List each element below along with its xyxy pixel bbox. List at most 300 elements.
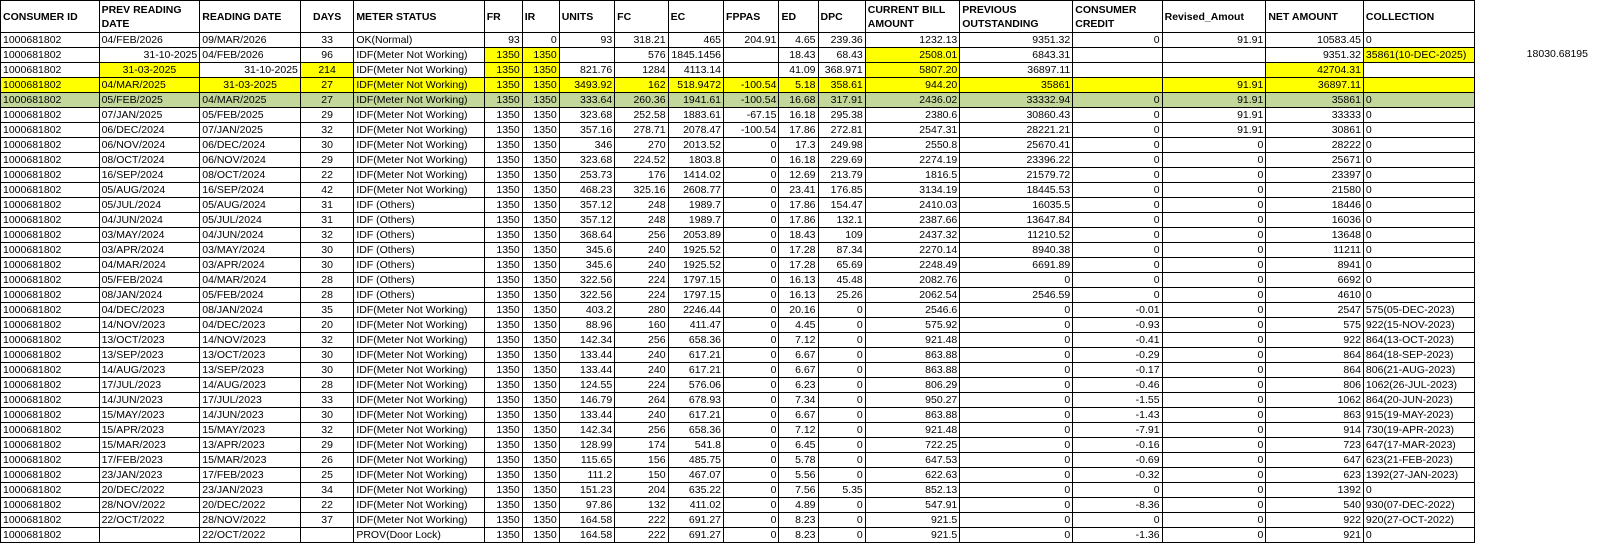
cell-net-amount[interactable]: 1392 (1266, 483, 1364, 498)
cell-dpc[interactable]: 87.34 (818, 243, 865, 258)
cell-ec[interactable]: 4113.14 (668, 63, 723, 78)
cell-units[interactable]: 253.73 (559, 168, 614, 183)
cell-net-amount[interactable]: 18446 (1266, 198, 1364, 213)
cell-prev-outstanding[interactable]: 0 (960, 438, 1073, 453)
cell-net-amount[interactable]: 647 (1266, 453, 1364, 468)
cell-units[interactable] (559, 48, 614, 63)
cell-fr[interactable]: 1350 (484, 303, 522, 318)
cell-dpc[interactable]: 45.48 (818, 273, 865, 288)
empty-sheet-area[interactable] (1475, 0, 1600, 555)
cell-reading-date[interactable]: 17/JUL/2023 (200, 393, 301, 408)
cell-revised[interactable]: 91.91 (1162, 33, 1266, 48)
cell-fr[interactable]: 1350 (484, 213, 522, 228)
cell-prev-outstanding[interactable]: 0 (960, 513, 1073, 528)
cell-collection[interactable]: 1392(27-JAN-2023) (1363, 468, 1474, 483)
cell-meter-status[interactable]: IDF(Meter Not Working) (354, 303, 484, 318)
cell-collection[interactable]: 0 (1363, 108, 1474, 123)
cell-prev-outstanding[interactable]: 0 (960, 363, 1073, 378)
cell-revised[interactable]: 0 (1162, 333, 1266, 348)
cell-current-bill[interactable]: 2380.6 (865, 108, 960, 123)
cell-reading-date[interactable]: 09/MAR/2026 (200, 33, 301, 48)
header-dpc[interactable]: DPC (818, 1, 865, 33)
cell-days[interactable]: 214 (300, 63, 353, 78)
cell-fc[interactable]: 318.21 (615, 33, 668, 48)
cell-fppas[interactable]: 0 (724, 453, 779, 468)
cell-ec[interactable]: 1797.15 (668, 288, 723, 303)
cell-prev-reading-date[interactable]: 07/JAN/2025 (99, 108, 200, 123)
cell-prev-reading-date[interactable]: 05/FEB/2024 (99, 273, 200, 288)
cell-prev-reading-date[interactable]: 17/JUL/2023 (99, 378, 200, 393)
cell-units[interactable]: 403.2 (559, 303, 614, 318)
cell-ir[interactable]: 1350 (522, 48, 559, 63)
cell-fppas[interactable]: -67.15 (724, 108, 779, 123)
cell-prev-outstanding[interactable]: 0 (960, 528, 1073, 543)
cell-ir[interactable]: 1350 (522, 243, 559, 258)
header-days[interactable]: DAYS (300, 1, 353, 33)
cell-fc[interactable]: 1284 (615, 63, 668, 78)
header-fc[interactable]: FC (615, 1, 668, 33)
cell-ec[interactable]: 576.06 (668, 378, 723, 393)
cell-net-amount[interactable]: 30861 (1266, 123, 1364, 138)
cell-current-bill[interactable]: 2270.14 (865, 243, 960, 258)
cell-fr[interactable]: 1350 (484, 63, 522, 78)
header-ec[interactable]: EC (668, 1, 723, 33)
cell-days[interactable]: 20 (300, 318, 353, 333)
cell-units[interactable]: 346 (559, 138, 614, 153)
cell-fc[interactable]: 204 (615, 483, 668, 498)
cell-meter-status[interactable]: IDF(Meter Not Working) (354, 378, 484, 393)
cell-dpc[interactable]: 0 (818, 363, 865, 378)
cell-ec[interactable]: 485.75 (668, 453, 723, 468)
cell-units[interactable]: 111.2 (559, 468, 614, 483)
cell-ir[interactable]: 1350 (522, 273, 559, 288)
cell-prev-outstanding[interactable]: 0 (960, 378, 1073, 393)
cell-consumer-credit[interactable]: 0 (1073, 168, 1162, 183)
cell-days[interactable]: 30 (300, 258, 353, 273)
cell-dpc[interactable]: 0 (818, 513, 865, 528)
cell-consumer-credit[interactable]: 0 (1073, 153, 1162, 168)
cell-ec[interactable]: 2053.89 (668, 228, 723, 243)
cell-prev-outstanding[interactable]: 8940.38 (960, 243, 1073, 258)
cell-meter-status[interactable]: IDF(Meter Not Working) (354, 453, 484, 468)
cell-fr[interactable]: 1350 (484, 408, 522, 423)
cell-net-amount[interactable]: 10583.45 (1266, 33, 1364, 48)
cell-reading-date[interactable]: 08/JAN/2024 (200, 303, 301, 318)
cell-fc[interactable]: 325.16 (615, 183, 668, 198)
cell-consumer-id[interactable]: 1000681802 (1, 498, 100, 513)
cell-fc[interactable]: 256 (615, 228, 668, 243)
cell-days[interactable]: 33 (300, 393, 353, 408)
cell-revised[interactable]: 0 (1162, 363, 1266, 378)
cell-reading-date[interactable]: 07/JAN/2025 (200, 123, 301, 138)
header-revised-amount[interactable]: Revised_Amout (1162, 1, 1266, 33)
cell-collection[interactable]: 0 (1363, 93, 1474, 108)
cell-revised[interactable]: 91.91 (1162, 108, 1266, 123)
cell-fr[interactable]: 1350 (484, 138, 522, 153)
cell-fc[interactable]: 150 (615, 468, 668, 483)
cell-units[interactable]: 3493.92 (559, 78, 614, 93)
cell-fppas[interactable]: 0 (724, 423, 779, 438)
cell-units[interactable]: 142.34 (559, 333, 614, 348)
cell-consumer-id[interactable]: 1000681802 (1, 183, 100, 198)
cell-dpc[interactable]: 0 (818, 498, 865, 513)
cell-prev-outstanding[interactable]: 0 (960, 318, 1073, 333)
cell-ir[interactable]: 1350 (522, 393, 559, 408)
cell-net-amount[interactable]: 623 (1266, 468, 1364, 483)
cell-ec[interactable]: 617.21 (668, 348, 723, 363)
cell-reading-date[interactable]: 22/OCT/2022 (200, 528, 301, 543)
cell-revised[interactable]: 0 (1162, 468, 1266, 483)
cell-units[interactable]: 146.79 (559, 393, 614, 408)
cell-meter-status[interactable]: IDF (Others) (354, 198, 484, 213)
cell-prev-outstanding[interactable]: 21579.72 (960, 168, 1073, 183)
cell-dpc[interactable]: 0 (818, 528, 865, 543)
cell-meter-status[interactable]: IDF (Others) (354, 258, 484, 273)
header-consumer-id[interactable]: CONSUMER ID (1, 1, 100, 33)
cell-consumer-id[interactable]: 1000681802 (1, 48, 100, 63)
cell-reading-date[interactable]: 13/SEP/2023 (200, 363, 301, 378)
cell-revised[interactable]: 0 (1162, 348, 1266, 363)
cell-consumer-id[interactable]: 1000681802 (1, 453, 100, 468)
cell-days[interactable]: 30 (300, 348, 353, 363)
cell-days[interactable]: 28 (300, 378, 353, 393)
cell-dpc[interactable]: 0 (818, 378, 865, 393)
cell-current-bill[interactable]: 2436.02 (865, 93, 960, 108)
cell-revised[interactable]: 0 (1162, 213, 1266, 228)
cell-reading-date[interactable]: 14/NOV/2023 (200, 333, 301, 348)
cell-fr[interactable]: 1350 (484, 528, 522, 543)
cell-prev-reading-date[interactable]: 15/MAR/2023 (99, 438, 200, 453)
cell-current-bill[interactable]: 5807.20 (865, 63, 960, 78)
cell-days[interactable]: 42 (300, 183, 353, 198)
cell-current-bill[interactable]: 3134.19 (865, 183, 960, 198)
cell-fppas[interactable]: 0 (724, 273, 779, 288)
cell-collection[interactable]: 0 (1363, 213, 1474, 228)
cell-fr[interactable]: 1350 (484, 318, 522, 333)
cell-prev-outstanding[interactable]: 35861 (960, 78, 1073, 93)
cell-consumer-credit[interactable]: -1.55 (1073, 393, 1162, 408)
cell-fc[interactable]: 264 (615, 393, 668, 408)
cell-collection[interactable]: 0 (1363, 33, 1474, 48)
cell-meter-status[interactable]: IDF(Meter Not Working) (354, 138, 484, 153)
cell-days[interactable]: 37 (300, 513, 353, 528)
cell-fppas[interactable]: -100.54 (724, 123, 779, 138)
cell-reading-date[interactable]: 13/OCT/2023 (200, 348, 301, 363)
cell-collection[interactable]: 0 (1363, 273, 1474, 288)
cell-ir[interactable]: 1350 (522, 423, 559, 438)
cell-meter-status[interactable]: IDF(Meter Not Working) (354, 393, 484, 408)
cell-current-bill[interactable]: 2062.54 (865, 288, 960, 303)
cell-fc[interactable]: 174 (615, 438, 668, 453)
cell-collection[interactable]: 806(21-AUG-2023) (1363, 363, 1474, 378)
cell-reading-date[interactable]: 04/MAR/2024 (200, 273, 301, 288)
cell-dpc[interactable]: 0 (818, 468, 865, 483)
cell-ed[interactable]: 5.18 (779, 78, 818, 93)
cell-ec[interactable]: 518.9472 (668, 78, 723, 93)
cell-prev-reading-date[interactable]: 06/DEC/2024 (99, 123, 200, 138)
cell-units[interactable]: 345.6 (559, 258, 614, 273)
cell-fr[interactable]: 1350 (484, 198, 522, 213)
cell-current-bill[interactable]: 2410.03 (865, 198, 960, 213)
cell-fc[interactable]: 176 (615, 168, 668, 183)
cell-units[interactable]: 357.16 (559, 123, 614, 138)
cell-ir[interactable]: 1350 (522, 513, 559, 528)
cell-meter-status[interactable]: IDF(Meter Not Working) (354, 108, 484, 123)
cell-meter-status[interactable]: IDF (Others) (354, 288, 484, 303)
cell-revised[interactable]: 91.91 (1162, 78, 1266, 93)
cell-fc[interactable]: 224 (615, 378, 668, 393)
cell-meter-status[interactable]: IDF(Meter Not Working) (354, 333, 484, 348)
header-previous-outstanding[interactable]: PREVIOUS OUTSTANDING (960, 1, 1073, 33)
cell-prev-reading-date[interactable]: 04/JUN/2024 (99, 213, 200, 228)
cell-prev-reading-date[interactable]: 22/OCT/2022 (99, 513, 200, 528)
cell-fc[interactable]: 278.71 (615, 123, 668, 138)
cell-fr[interactable]: 1350 (484, 123, 522, 138)
cell-consumer-credit[interactable]: 0 (1073, 288, 1162, 303)
cell-consumer-credit[interactable] (1073, 48, 1162, 63)
cell-days[interactable]: 35 (300, 303, 353, 318)
cell-days[interactable]: 33 (300, 33, 353, 48)
cell-fr[interactable]: 1350 (484, 348, 522, 363)
cell-consumer-id[interactable]: 1000681802 (1, 138, 100, 153)
header-ir[interactable]: IR (522, 1, 559, 33)
cell-ir[interactable]: 1350 (522, 228, 559, 243)
cell-fc[interactable]: 240 (615, 408, 668, 423)
cell-collection[interactable]: 0 (1363, 123, 1474, 138)
cell-revised[interactable]: 0 (1162, 513, 1266, 528)
cell-collection[interactable]: 575(05-DEC-2023) (1363, 303, 1474, 318)
cell-fppas[interactable]: 0 (724, 288, 779, 303)
cell-prev-outstanding[interactable]: 0 (960, 348, 1073, 363)
cell-prev-reading-date[interactable]: 31-10-2025 (99, 48, 200, 63)
cell-ed[interactable]: 17.3 (779, 138, 818, 153)
cell-reading-date[interactable]: 06/DEC/2024 (200, 138, 301, 153)
cell-ed[interactable]: 17.28 (779, 258, 818, 273)
cell-ec[interactable]: 1883.61 (668, 108, 723, 123)
cell-fppas[interactable]: 0 (724, 153, 779, 168)
cell-consumer-id[interactable]: 1000681802 (1, 213, 100, 228)
cell-prev-outstanding[interactable]: 0 (960, 273, 1073, 288)
cell-collection[interactable]: 920(27-OCT-2022) (1363, 513, 1474, 528)
cell-ir[interactable]: 1350 (522, 303, 559, 318)
header-fppas[interactable]: FPPAS (724, 1, 779, 33)
cell-fr[interactable]: 1350 (484, 498, 522, 513)
cell-prev-reading-date[interactable]: 13/SEP/2023 (99, 348, 200, 363)
cell-ir[interactable]: 1350 (522, 318, 559, 333)
cell-reading-date[interactable]: 04/FEB/2026 (200, 48, 301, 63)
cell-consumer-credit[interactable]: -0.17 (1073, 363, 1162, 378)
cell-ed[interactable]: 4.45 (779, 318, 818, 333)
cell-prev-reading-date[interactable]: 15/APR/2023 (99, 423, 200, 438)
cell-reading-date[interactable]: 31-10-2025 (200, 63, 301, 78)
cell-prev-outstanding[interactable]: 6691.89 (960, 258, 1073, 273)
cell-reading-date[interactable]: 05/JUL/2024 (200, 213, 301, 228)
cell-fc[interactable]: 222 (615, 513, 668, 528)
cell-fppas[interactable]: 0 (724, 303, 779, 318)
cell-fr[interactable]: 1350 (484, 513, 522, 528)
cell-prev-reading-date[interactable]: 03/APR/2024 (99, 243, 200, 258)
cell-reading-date[interactable]: 05/FEB/2025 (200, 108, 301, 123)
cell-prev-outstanding[interactable]: 6843.31 (960, 48, 1073, 63)
cell-ec[interactable]: 1845.1456 (668, 48, 723, 63)
cell-ec[interactable]: 1925.52 (668, 243, 723, 258)
cell-net-amount[interactable]: 9351.32 (1266, 48, 1364, 63)
cell-dpc[interactable]: 229.69 (818, 153, 865, 168)
cell-net-amount[interactable]: 575 (1266, 318, 1364, 333)
cell-days[interactable]: 32 (300, 333, 353, 348)
cell-fr[interactable]: 1350 (484, 153, 522, 168)
cell-prev-outstanding[interactable]: 0 (960, 483, 1073, 498)
cell-prev-reading-date[interactable]: 14/AUG/2023 (99, 363, 200, 378)
cell-ec[interactable]: 411.47 (668, 318, 723, 333)
cell-fppas[interactable]: 0 (724, 138, 779, 153)
cell-ec[interactable]: 1925.52 (668, 258, 723, 273)
cell-consumer-credit[interactable]: 0 (1073, 138, 1162, 153)
cell-ec[interactable]: 635.22 (668, 483, 723, 498)
cell-units[interactable]: 333.64 (559, 93, 614, 108)
cell-ec[interactable]: 691.27 (668, 513, 723, 528)
cell-prev-reading-date[interactable]: 15/MAY/2023 (99, 408, 200, 423)
cell-revised[interactable]: 0 (1162, 438, 1266, 453)
cell-revised[interactable]: 0 (1162, 288, 1266, 303)
loose-cell-value[interactable]: 18030.68195 (1526, 48, 1588, 60)
cell-meter-status[interactable]: IDF(Meter Not Working) (354, 408, 484, 423)
cell-net-amount[interactable]: 36897.11 (1266, 78, 1364, 93)
cell-fppas[interactable]: 0 (724, 393, 779, 408)
cell-units[interactable]: 164.58 (559, 528, 614, 543)
cell-revised[interactable]: 0 (1162, 138, 1266, 153)
cell-prev-outstanding[interactable]: 0 (960, 303, 1073, 318)
cell-reading-date[interactable]: 15/MAR/2023 (200, 453, 301, 468)
cell-prev-reading-date[interactable]: 28/NOV/2022 (99, 498, 200, 513)
cell-prev-reading-date[interactable]: 17/FEB/2023 (99, 453, 200, 468)
cell-dpc[interactable]: 0 (818, 408, 865, 423)
header-ed[interactable]: ED (779, 1, 818, 33)
cell-fc[interactable]: 160 (615, 318, 668, 333)
cell-collection[interactable]: 922(15-NOV-2023) (1363, 318, 1474, 333)
cell-ir[interactable]: 1350 (522, 93, 559, 108)
cell-dpc[interactable]: 65.69 (818, 258, 865, 273)
header-current-bill-amount[interactable]: CURRENT BILL AMOUNT (865, 1, 960, 33)
cell-prev-outstanding[interactable]: 0 (960, 393, 1073, 408)
cell-days[interactable]: 28 (300, 273, 353, 288)
cell-prev-reading-date[interactable]: 31-03-2025 (99, 63, 200, 78)
cell-ir[interactable]: 1350 (522, 408, 559, 423)
cell-units[interactable]: 88.96 (559, 318, 614, 333)
cell-ed[interactable]: 17.86 (779, 213, 818, 228)
cell-prev-outstanding[interactable]: 18445.53 (960, 183, 1073, 198)
cell-net-amount[interactable]: 13648 (1266, 228, 1364, 243)
cell-fr[interactable]: 1350 (484, 243, 522, 258)
cell-consumer-credit[interactable] (1073, 63, 1162, 78)
cell-prev-reading-date[interactable]: 23/JAN/2023 (99, 468, 200, 483)
cell-days[interactable]: 29 (300, 438, 353, 453)
cell-meter-status[interactable]: IDF(Meter Not Working) (354, 468, 484, 483)
cell-fr[interactable]: 1350 (484, 258, 522, 273)
cell-net-amount[interactable]: 42704.31 (1266, 63, 1364, 78)
cell-current-bill[interactable]: 852.13 (865, 483, 960, 498)
cell-dpc[interactable]: 368.971 (818, 63, 865, 78)
cell-prev-outstanding[interactable]: 9351.32 (960, 33, 1073, 48)
cell-fr[interactable]: 1350 (484, 228, 522, 243)
cell-dpc[interactable]: 0 (818, 453, 865, 468)
cell-current-bill[interactable]: 1816.5 (865, 168, 960, 183)
cell-prev-reading-date[interactable]: 04/FEB/2026 (99, 33, 200, 48)
cell-consumer-credit[interactable]: 0 (1073, 183, 1162, 198)
cell-consumer-credit[interactable]: -0.69 (1073, 453, 1162, 468)
cell-units[interactable]: 115.65 (559, 453, 614, 468)
cell-fppas[interactable]: 0 (724, 333, 779, 348)
cell-collection[interactable] (1363, 78, 1474, 93)
cell-consumer-id[interactable]: 1000681802 (1, 63, 100, 78)
cell-current-bill[interactable]: 722.25 (865, 438, 960, 453)
cell-prev-reading-date[interactable]: 04/MAR/2024 (99, 258, 200, 273)
cell-reading-date[interactable]: 23/JAN/2023 (200, 483, 301, 498)
cell-revised[interactable]: 0 (1162, 303, 1266, 318)
cell-units[interactable]: 345.6 (559, 243, 614, 258)
header-units[interactable]: UNITS (559, 1, 614, 33)
cell-dpc[interactable]: 0 (818, 348, 865, 363)
cell-prev-outstanding[interactable]: 2546.59 (960, 288, 1073, 303)
cell-fr[interactable]: 1350 (484, 78, 522, 93)
cell-fc[interactable]: 132 (615, 498, 668, 513)
cell-fr[interactable]: 1350 (484, 288, 522, 303)
cell-days[interactable]: 29 (300, 108, 353, 123)
cell-units[interactable]: 468.23 (559, 183, 614, 198)
cell-ed[interactable]: 6.23 (779, 378, 818, 393)
cell-ir[interactable]: 1350 (522, 468, 559, 483)
cell-units[interactable]: 93 (559, 33, 614, 48)
cell-prev-outstanding[interactable]: 0 (960, 408, 1073, 423)
cell-ir[interactable]: 1350 (522, 198, 559, 213)
cell-fr[interactable]: 1350 (484, 393, 522, 408)
cell-consumer-credit[interactable]: -1.43 (1073, 408, 1162, 423)
cell-reading-date[interactable]: 13/APR/2023 (200, 438, 301, 453)
cell-fppas[interactable]: 204.91 (724, 33, 779, 48)
cell-fc[interactable]: 224 (615, 273, 668, 288)
cell-revised[interactable]: 0 (1162, 498, 1266, 513)
cell-reading-date[interactable]: 05/FEB/2024 (200, 288, 301, 303)
cell-fc[interactable]: 240 (615, 243, 668, 258)
cell-fppas[interactable]: 0 (724, 213, 779, 228)
cell-fppas[interactable]: 0 (724, 258, 779, 273)
cell-consumer-credit[interactable]: 0 (1073, 513, 1162, 528)
cell-consumer-id[interactable]: 1000681802 (1, 108, 100, 123)
cell-ed[interactable]: 8.23 (779, 513, 818, 528)
cell-units[interactable]: 97.86 (559, 498, 614, 513)
cell-fr[interactable]: 1350 (484, 273, 522, 288)
cell-fppas[interactable]: 0 (724, 363, 779, 378)
cell-collection[interactable]: 0 (1363, 168, 1474, 183)
cell-days[interactable]: 27 (300, 78, 353, 93)
header-consumer-credit[interactable]: CONSUMER CREDIT (1073, 1, 1162, 33)
cell-ed[interactable]: 4.89 (779, 498, 818, 513)
cell-current-bill[interactable]: 921.5 (865, 513, 960, 528)
cell-ec[interactable]: 1803.8 (668, 153, 723, 168)
cell-current-bill[interactable]: 547.91 (865, 498, 960, 513)
cell-ed[interactable]: 23.41 (779, 183, 818, 198)
cell-net-amount[interactable]: 4610 (1266, 288, 1364, 303)
cell-collection[interactable]: 864(13-OCT-2023) (1363, 333, 1474, 348)
cell-net-amount[interactable]: 806 (1266, 378, 1364, 393)
cell-current-bill[interactable]: 2508.01 (865, 48, 960, 63)
cell-ed[interactable]: 8.23 (779, 528, 818, 543)
cell-dpc[interactable]: 0 (818, 318, 865, 333)
cell-prev-reading-date[interactable]: 14/NOV/2023 (99, 318, 200, 333)
cell-consumer-id[interactable]: 1000681802 (1, 438, 100, 453)
cell-prev-outstanding[interactable]: 23396.22 (960, 153, 1073, 168)
cell-ed[interactable]: 17.86 (779, 123, 818, 138)
